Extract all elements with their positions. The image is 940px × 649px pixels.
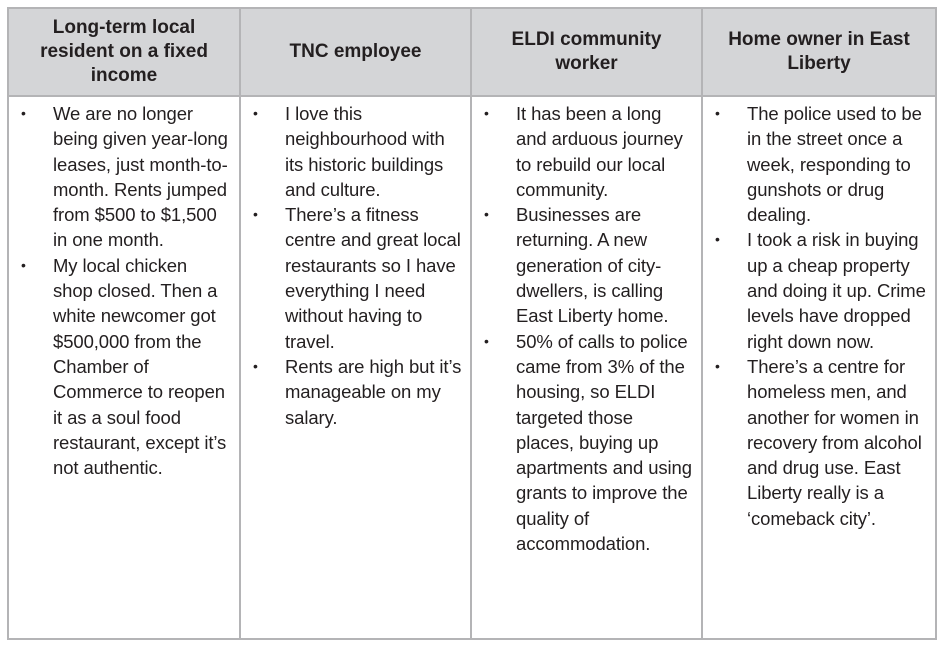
list-item bbox=[478, 101, 693, 202]
perspectives-table bbox=[7, 7, 937, 640]
bullet-icon: • bbox=[484, 206, 489, 223]
bullet-list bbox=[15, 101, 231, 480]
bullet-list bbox=[247, 101, 462, 430]
list-item-text: There’s a fitness centre and great local restaurants so I have everything I need without having to travel. bbox=[285, 204, 461, 352]
list-item-text: We are no longer being given year-long leases, just month-to-month. Rents jumped from $500 to $1,500 in one month. bbox=[53, 103, 228, 251]
list-item-text: 50% of calls to police came from 3% of the housing, so ELDI targeted those places, buying up apartments and using grants to improve the quality of accommodation. bbox=[516, 330, 692, 555]
header-tnc-employee: TNC employee bbox=[240, 8, 471, 96]
bullet-icon: • bbox=[253, 105, 258, 121]
list-item-text: There’s a centre for homeless men, and another for women in recovery from alcohol and drug use. East Liberty really is a ‘comeback city’. bbox=[747, 355, 922, 529]
list-item bbox=[709, 227, 927, 353]
list-item-text: My local chicken shop closed. Then a white newcomer got $500,000 from the Chamber of Commerce to reopen it as a soul food restaurant, except it’s not authentic. bbox=[53, 254, 227, 479]
list-item-text: I love this neighbourhood with its historic buildings and culture. bbox=[285, 103, 445, 200]
cell-long-term-resident bbox=[8, 96, 240, 639]
header-eldi-worker: ELDI community worker bbox=[471, 8, 702, 96]
bullet-icon: • bbox=[484, 105, 489, 121]
list-item bbox=[709, 354, 927, 531]
content-row bbox=[8, 96, 936, 639]
header-home-owner: Home owner in East Liberty bbox=[702, 8, 936, 96]
list-item-text: Rents are high but it’s manageable on my salary. bbox=[285, 355, 462, 428]
bullet-icon: • bbox=[21, 256, 26, 273]
list-item bbox=[15, 253, 231, 481]
cell-home-owner bbox=[702, 96, 936, 639]
header-long-term-resident: Long-term local resident on a fixed income bbox=[8, 8, 240, 96]
cell-tnc-employee bbox=[240, 96, 471, 639]
bullet-icon: • bbox=[715, 357, 720, 374]
list-item-text: The police used to be in the street once a week, responding to gunshots or drug dealing. bbox=[747, 103, 922, 226]
bullet-icon: • bbox=[21, 105, 26, 121]
bullet-list bbox=[709, 101, 927, 531]
bullet-list bbox=[478, 101, 693, 556]
list-item bbox=[247, 354, 462, 430]
list-item bbox=[15, 101, 231, 253]
bullet-icon: • bbox=[715, 231, 720, 248]
list-item bbox=[478, 202, 693, 328]
list-item bbox=[709, 101, 927, 227]
cell-eldi-worker bbox=[471, 96, 702, 639]
bullet-icon: • bbox=[484, 332, 489, 349]
list-item-text: I took a risk in buying up a cheap property and doing it up. Crime levels have dropped right down now. bbox=[747, 229, 926, 352]
bullet-icon: • bbox=[253, 206, 258, 223]
list-item bbox=[478, 329, 693, 557]
bullet-icon: • bbox=[253, 357, 258, 374]
list-item-text: It has been a long and arduous journey to rebuild our local community. bbox=[516, 103, 683, 200]
bullet-icon: • bbox=[715, 105, 720, 121]
list-item bbox=[247, 202, 462, 354]
perspectives-table-container bbox=[7, 7, 935, 640]
header-row bbox=[8, 8, 936, 96]
list-item-text: Businesses are returning. A new generation of city-dwellers, is calling East Liberty home. bbox=[516, 204, 669, 327]
list-item bbox=[247, 101, 462, 202]
